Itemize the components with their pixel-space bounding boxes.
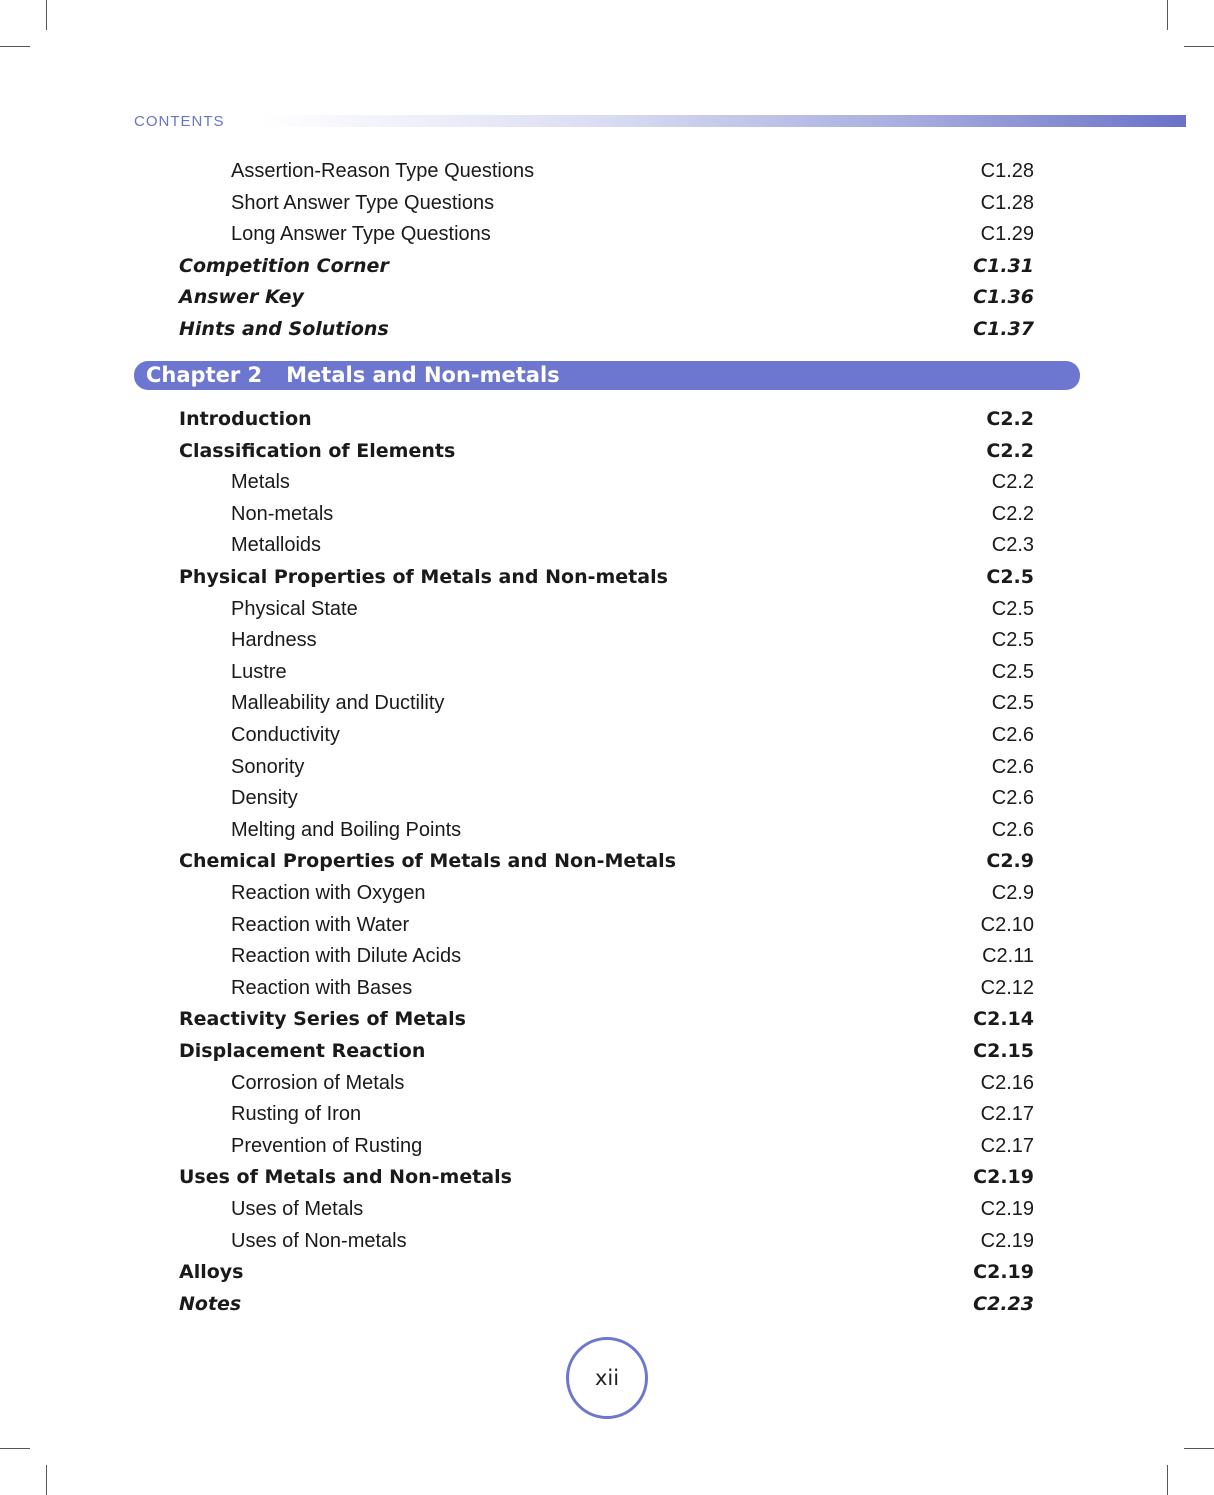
toc-entry-title: Hardness [231,629,317,652]
toc-entry-page: C2.9 [991,882,1034,904]
toc-entry-page: C2.5 [991,629,1034,652]
toc-entry-page: C1.28 [980,191,1034,214]
toc-entry[interactable] [0,468,1214,496]
toc-entry-title: Malleability and Ductility [231,692,445,715]
contents-header: CONTENTS [134,113,225,130]
crop-mark-bottom-left-h [0,1448,30,1449]
crop-mark-bottom-left [46,1465,47,1495]
toc-entry-page: C2.2 [991,471,1034,494]
toc-entry[interactable] [0,942,1214,970]
toc-entry-page: C2.2 [986,408,1034,430]
crop-mark-top-right-h [1184,46,1214,47]
toc-entry-title: Alloys [179,1261,244,1284]
toc-entry-title: Competition Corner [179,254,389,277]
toc-entry-page: C2.5 [991,692,1034,715]
crop-mark-top-left-h [0,46,30,47]
toc-entry-title: Melting and Boiling Points [231,818,462,841]
toc-entry-page: C1.37 [973,318,1034,340]
toc-entry[interactable] [0,1100,1214,1128]
toc-entry-page: C2.11 [982,945,1034,968]
toc-entry[interactable] [0,437,1214,465]
toc-entry-page: C1.36 [973,286,1034,309]
chapter-heading[interactable] [134,361,1080,390]
toc-entry-page: C2.5 [991,597,1034,620]
toc-entry-title: Reaction with Water [231,913,410,936]
toc-entry-title: Lustre [231,660,287,683]
toc-entry-title: Non-metals [231,502,334,525]
toc-entry[interactable] [0,220,1214,248]
toc-entry-page: C2.23 [973,1292,1034,1315]
toc-entry[interactable] [0,626,1214,654]
toc-entry[interactable] [0,531,1214,559]
toc-entry[interactable] [0,784,1214,812]
toc-entry-page: C2.19 [980,1229,1034,1252]
toc-entry-page: C2.19 [973,1166,1034,1189]
toc-entry-page: C1.28 [980,160,1034,182]
toc-entry-page: C1.31 [973,254,1034,277]
toc-entry[interactable] [0,189,1214,217]
toc-entry-title: Long Answer Type Questions [231,223,491,246]
toc-entry-page: C2.17 [980,1103,1034,1126]
toc-entry-title: Uses of Metals and Non-metals [179,1166,512,1189]
toc-entry[interactable] [0,283,1214,311]
toc-entry[interactable] [0,1163,1214,1191]
toc-entry-title: Assertion-Reason Type Questions [231,160,535,182]
toc-entry[interactable] [0,658,1214,686]
toc-entry-title: Metalloids [231,534,322,557]
toc-entry[interactable] [0,252,1214,280]
toc-entry[interactable] [0,974,1214,1002]
toc-entry-page: C2.6 [991,787,1034,810]
toc-entry[interactable] [0,1005,1214,1033]
toc-entry-title: Density [231,787,298,810]
toc-entry-page: C2.6 [991,724,1034,746]
toc-entry-title: Sonority [231,755,305,778]
toc-entry-title: Reaction with Dilute Acids [231,945,462,968]
toc-entry[interactable] [0,816,1214,844]
toc-entry-page: C2.14 [973,1008,1034,1031]
toc-entry[interactable] [0,1195,1214,1223]
chapter-number: Chapter 2 [146,363,263,387]
toc-entry-page: C2.5 [986,566,1034,588]
toc-entry[interactable] [0,1132,1214,1160]
toc-entry-title: Notes [179,1292,242,1315]
crop-mark-bottom-right [1167,1465,1168,1495]
toc-entry[interactable] [0,1069,1214,1097]
toc-entry[interactable] [0,847,1214,875]
toc-entry-title: Uses of Non-metals [231,1229,407,1252]
toc-entry[interactable] [0,595,1214,623]
toc-entry[interactable] [0,689,1214,717]
toc-entry-title: Answer Key [179,286,304,309]
toc-entry-title: Short Answer Type Questions [231,191,495,214]
toc-entry-title: Physical State [231,597,358,620]
toc-entry-page: C2.15 [973,1040,1034,1062]
toc-entry-page: C2.2 [991,502,1034,525]
toc-entry-title: Conductivity [231,724,340,746]
toc-entry[interactable] [0,753,1214,781]
toc-entry-title: Reactivity Series of Metals [179,1008,466,1031]
toc-entry-title: Uses of Metals [231,1198,364,1220]
toc-entry[interactable] [0,315,1214,343]
toc-entry-page: C2.2 [986,439,1034,462]
toc-entry-page: C2.10 [980,913,1034,936]
toc-entry[interactable] [0,1037,1214,1065]
toc-entry-page: C2.19 [973,1261,1034,1284]
toc-entry-title: Classification of Elements [179,439,456,462]
toc-entry[interactable] [0,563,1214,591]
toc-entry-title: Hints and Solutions [179,318,389,340]
toc-entry-page: C2.9 [986,850,1034,873]
toc-entry[interactable] [0,1290,1214,1318]
toc-entry-page: C1.29 [980,223,1034,246]
header-gradient-bar [262,115,1186,127]
toc-entry-title: Metals [231,471,290,494]
toc-entry-page: C2.5 [991,660,1034,683]
toc-entry-page: C2.3 [991,534,1034,557]
chapter-title: Metals and Non-metals [286,363,560,387]
crop-mark-top-right [1167,0,1168,30]
toc-entry-page: C2.6 [991,818,1034,841]
toc-entry[interactable] [0,157,1214,185]
toc-entry-page: C2.6 [991,755,1034,778]
toc-entry[interactable] [0,721,1214,749]
toc-entry-title: Reaction with Oxygen [231,882,426,904]
toc-entry-title: Introduction [179,408,312,430]
toc-entry[interactable] [0,500,1214,528]
crop-mark-top-left [46,0,47,30]
toc-entry[interactable] [0,911,1214,939]
page-number-badge: xii [566,1337,648,1419]
toc-entry-title: Physical Properties of Metals and Non-metals [179,566,668,588]
toc-entry[interactable] [0,405,1214,433]
toc-entry-page: C2.19 [980,1198,1034,1220]
toc-entry[interactable] [0,1227,1214,1255]
toc-entry-title: Displacement Reaction [179,1040,426,1062]
toc-entry-page: C2.16 [980,1071,1034,1094]
toc-entry-page: C2.17 [980,1134,1034,1157]
toc-entry-title: Corrosion of Metals [231,1071,405,1094]
toc-entry-title: Rusting of Iron [231,1103,362,1126]
toc-entry[interactable] [0,879,1214,907]
toc-entry-title: Prevention of Rusting [231,1134,423,1157]
crop-mark-bottom-right-h [1184,1448,1214,1449]
toc-entry[interactable] [0,1258,1214,1286]
toc-entry-title: Chemical Properties of Metals and Non-Metals [179,850,677,873]
toc-entry-page: C2.12 [980,976,1034,999]
toc-entry-title: Reaction with Bases [231,976,413,999]
